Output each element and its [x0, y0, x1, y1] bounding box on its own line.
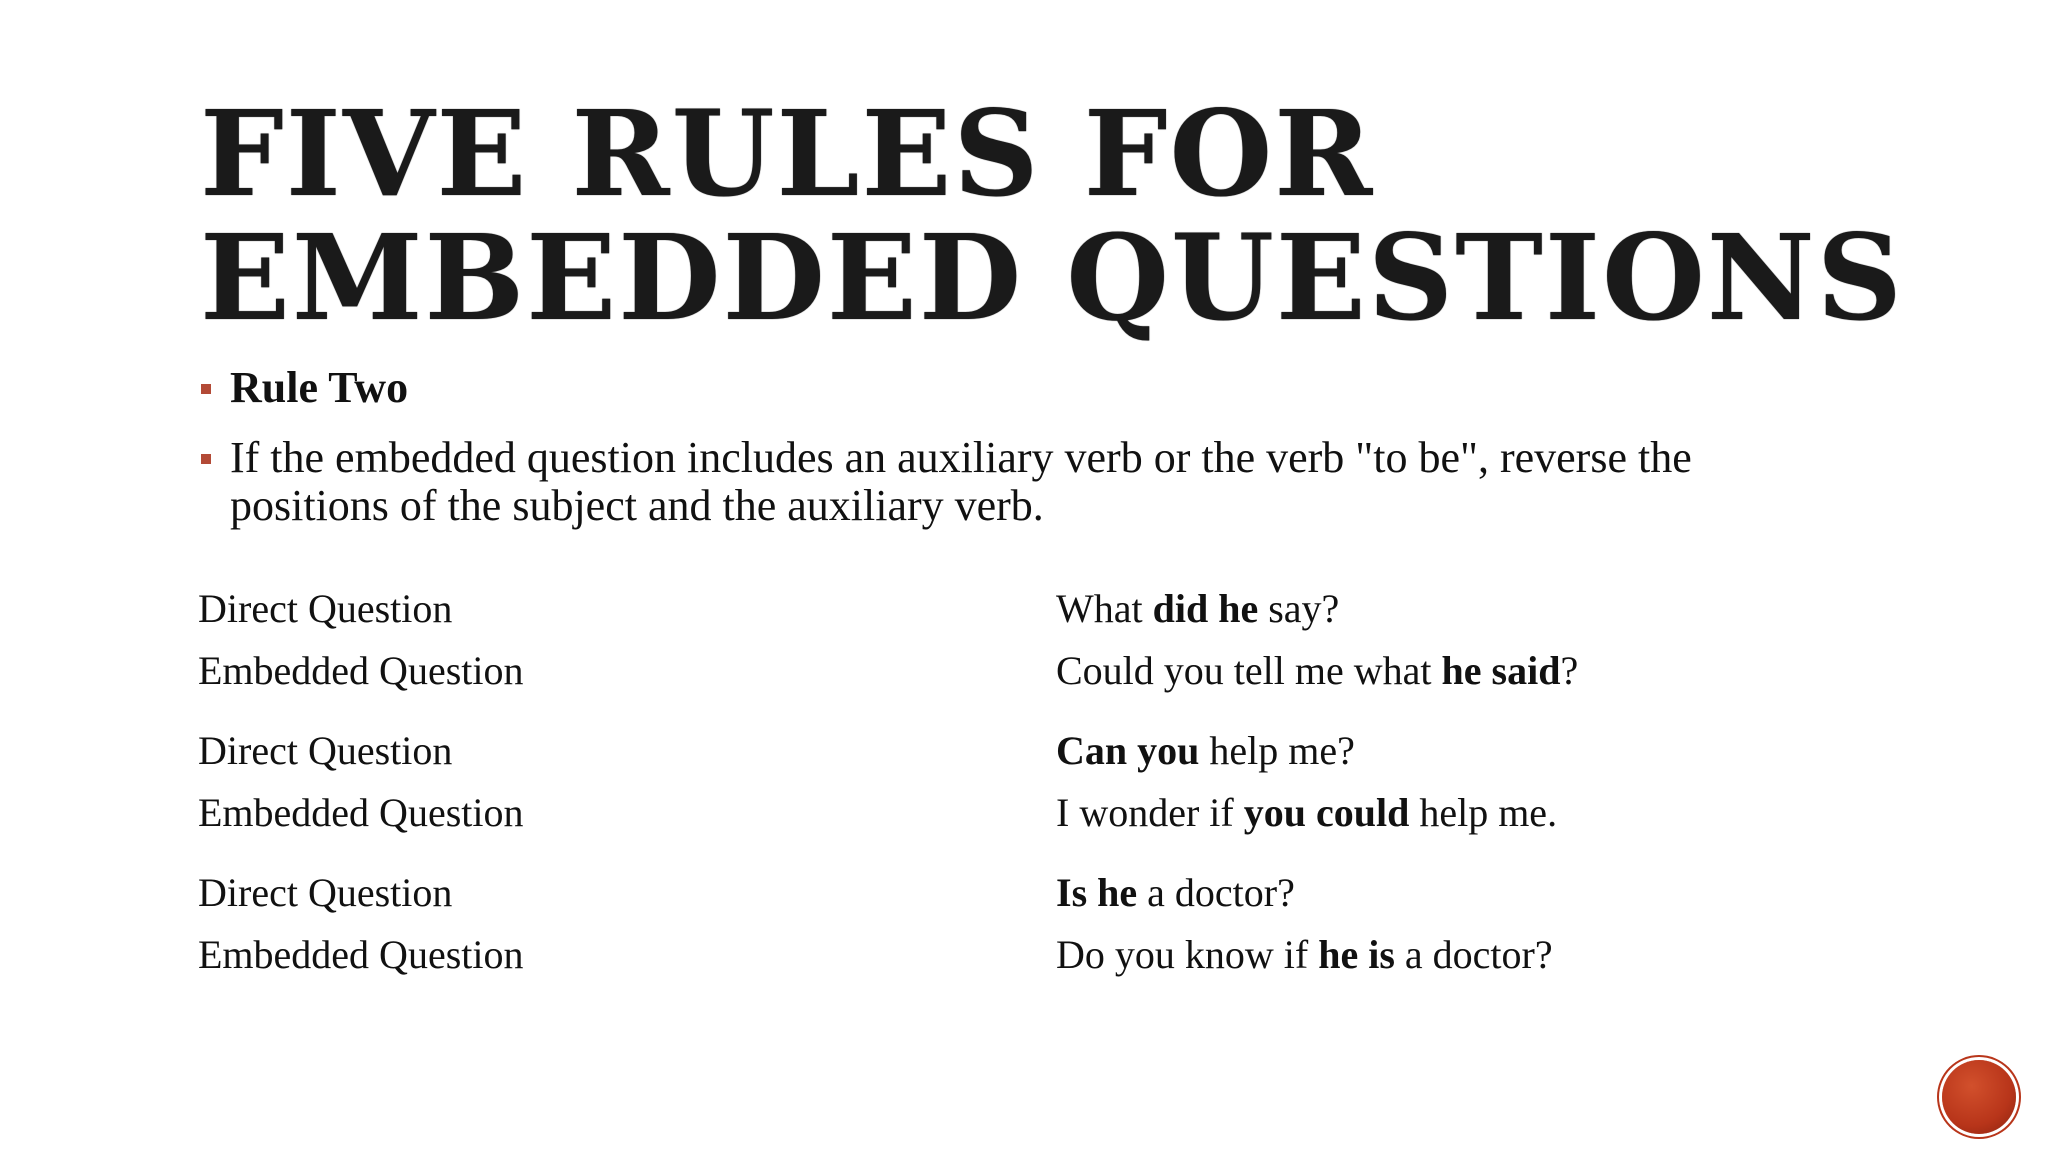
example-pair [198, 862, 1698, 986]
embedded-question-label: Embedded Question [198, 790, 524, 835]
direct-question-sentence [1056, 869, 1295, 917]
direct-question-sentence [1056, 727, 1355, 775]
sentence-fragment: a doctor? [1137, 870, 1295, 915]
embedded-question-sentence [1056, 931, 1553, 979]
emphasized-words: Can you [1056, 728, 1200, 773]
square-bullet-icon [201, 384, 211, 394]
direct-question-label: Direct Question [198, 586, 453, 631]
example-pair [198, 720, 1698, 844]
direct-question-label: Direct Question [198, 870, 453, 915]
sentence-fragment: say? [1258, 586, 1340, 631]
title-line-1: FIVE RULES FOR [200, 84, 1375, 223]
bullet-list [198, 364, 1838, 530]
emphasized-words: he is [1318, 932, 1395, 977]
square-bullet-icon [201, 454, 211, 464]
bullet-text: If the embedded question includes an auxiliary verb or the verb "to be", reverse the positions of the subject and the auxiliary verb. [230, 433, 1692, 530]
embedded-question-label: Embedded Question [198, 932, 524, 977]
example-pair [198, 578, 1698, 702]
circle-button-icon[interactable] [1942, 1060, 2016, 1134]
sentence-fragment: Could you tell me what [1056, 648, 1442, 693]
embedded-question-label: Embedded Question [198, 648, 524, 693]
emphasized-words: he said [1441, 648, 1561, 693]
bullet-text: Rule Two [230, 363, 409, 412]
sentence-fragment: I wonder if [1056, 790, 1244, 835]
direct-question-label: Direct Question [198, 728, 453, 773]
emphasized-words: you could [1243, 790, 1410, 835]
examples-table [198, 578, 1698, 1004]
direct-question-row [198, 578, 1698, 640]
embedded-question-sentence [1056, 647, 1578, 695]
sentence-fragment: help me. [1409, 790, 1558, 835]
sentence-fragment: help me? [1199, 728, 1355, 773]
sentence-fragment: ? [1560, 648, 1579, 693]
embedded-question-row [198, 782, 1698, 844]
sentence-fragment: What [1056, 586, 1153, 631]
direct-question-row [198, 862, 1698, 924]
emphasized-words: did he [1152, 586, 1259, 631]
bullet-rule-heading [198, 364, 1838, 412]
direct-question-row [198, 720, 1698, 782]
title-line-2: EMBEDDED QUESTIONS [200, 208, 1904, 347]
slide-title [200, 84, 1904, 347]
embedded-question-sentence [1056, 789, 1557, 837]
direct-question-sentence [1056, 585, 1339, 633]
bullet-rule-description [198, 434, 1838, 530]
emphasized-words: Is he [1056, 870, 1138, 915]
sentence-fragment: a doctor? [1394, 932, 1553, 977]
sentence-fragment: Do you know if [1056, 932, 1319, 977]
embedded-question-row [198, 640, 1698, 702]
embedded-question-row [198, 924, 1698, 986]
